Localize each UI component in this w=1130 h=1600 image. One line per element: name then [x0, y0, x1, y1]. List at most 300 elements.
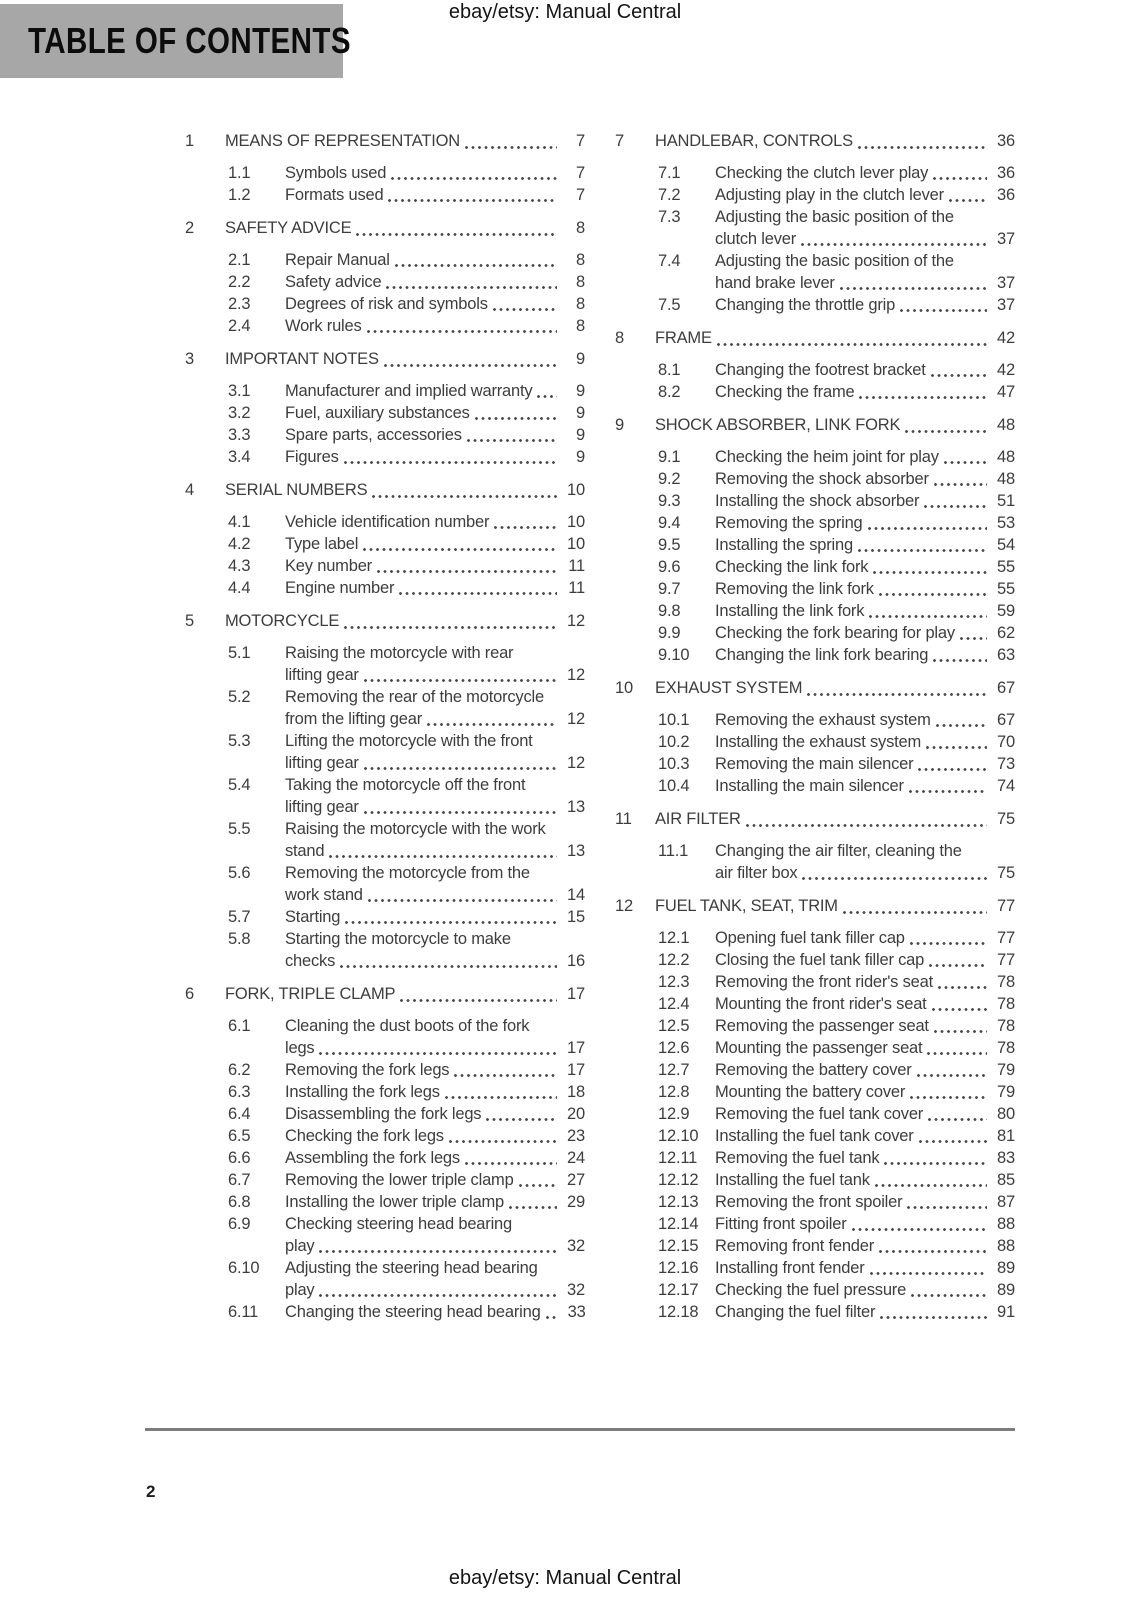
- entry-title-line: Spare parts, accessories: [285, 426, 462, 444]
- entry-page: 75: [997, 864, 1015, 882]
- entry-page: 59: [997, 602, 1015, 620]
- entry-title-line: play: [285, 1237, 315, 1255]
- entry-page: 55: [997, 580, 1015, 598]
- entry-body: [285, 774, 585, 818]
- entry-page: 88: [997, 1215, 1015, 1233]
- entry-body: [285, 1191, 585, 1213]
- dot-leader: [944, 461, 987, 464]
- entry-title-line: Checking the clutch lever play: [715, 164, 929, 182]
- dot-leader: [869, 615, 987, 618]
- toc-entry-row: [615, 512, 1015, 534]
- entry-title-line: Removing the fuel tank cover: [715, 1105, 924, 1123]
- entry-body: [715, 512, 1015, 534]
- entry-page: 8: [576, 273, 585, 291]
- toc-entry-row: [615, 1301, 1015, 1323]
- dot-leader: [873, 571, 987, 574]
- entry-page: 18: [567, 1083, 585, 1101]
- entry-number: 9.3: [658, 492, 681, 510]
- dot-leader: [364, 679, 557, 682]
- entry-page: 27: [567, 1171, 585, 1189]
- toc-entry-row: [615, 381, 1015, 403]
- entry-title-line: Installing the fork legs: [285, 1083, 440, 1101]
- entry-body: [715, 775, 1015, 797]
- entry-body: [715, 1169, 1015, 1191]
- entry-number: 12.15: [658, 1237, 699, 1255]
- entry-title-line: Checking the fork bearing for play: [715, 624, 955, 642]
- toc-entry-row: [185, 533, 585, 555]
- entry-number: 4.1: [228, 513, 251, 531]
- chapter-body: [225, 217, 585, 240]
- entry-page: 78: [997, 1017, 1015, 1035]
- toc-entry-row: [615, 184, 1015, 206]
- entry-body: [285, 862, 585, 906]
- entry-title-line: Cleaning the dust boots of the fork: [285, 1017, 530, 1035]
- toc-entry-row: [615, 578, 1015, 600]
- dot-leader: [368, 899, 557, 902]
- entry-body: [285, 906, 585, 928]
- chapter-page: 9: [576, 350, 585, 368]
- dot-leader: [802, 877, 987, 880]
- entry-page: 83: [997, 1149, 1015, 1167]
- toc-entry-row: [615, 294, 1015, 316]
- toc-entry-row: [185, 511, 585, 533]
- toc-chapter-row: [185, 479, 585, 502]
- dot-leader: [909, 790, 987, 793]
- dot-leader: [931, 374, 987, 377]
- toc-entry-row: [185, 642, 585, 686]
- entry-page: 29: [567, 1193, 585, 1211]
- entry-title-line: Adjusting the basic position of the: [715, 252, 954, 270]
- toc-entry-row: [615, 1037, 1015, 1059]
- entry-body: [285, 293, 585, 315]
- toc-entry-row: [615, 359, 1015, 381]
- toc-entry-row: [615, 1169, 1015, 1191]
- entry-number: 2.2: [228, 273, 251, 291]
- toc-entry-row: [185, 1257, 585, 1301]
- toc-entry-row: [185, 184, 585, 206]
- dot-leader: [364, 767, 557, 770]
- chapter-title: FRAME: [655, 329, 712, 347]
- toc-entry-row: [615, 534, 1015, 556]
- toc-chapter-row: [185, 130, 585, 153]
- dot-leader: [364, 811, 557, 814]
- entry-number: 3.2: [228, 404, 251, 422]
- toc-entry-row: [185, 555, 585, 577]
- entry-title-line: Disassembling the fork legs: [285, 1105, 482, 1123]
- entry-number: 12.12: [658, 1171, 699, 1189]
- page-number: 2: [146, 1482, 156, 1501]
- entry-number: 6.3: [228, 1083, 251, 1101]
- chapter-page: 42: [997, 329, 1015, 347]
- entry-body: [715, 250, 1015, 294]
- entry-title-line: air filter box: [715, 864, 798, 882]
- entry-number: 12.7: [658, 1061, 690, 1079]
- entry-page: 33: [567, 1303, 586, 1321]
- entry-number: 5.1: [228, 644, 251, 662]
- toc-entry-row: [185, 928, 585, 972]
- entry-body: [285, 1213, 585, 1257]
- dot-leader: [519, 1184, 557, 1187]
- toc-chapter-row: [185, 983, 585, 1006]
- dot-leader: [807, 693, 987, 696]
- entry-number: 5.2: [228, 688, 251, 706]
- entry-number: 1.1: [228, 164, 251, 182]
- entry-page: 77: [997, 951, 1015, 969]
- entry-body: [715, 1279, 1015, 1301]
- entry-title-line: Starting: [285, 908, 341, 926]
- dot-leader: [384, 364, 557, 367]
- dot-leader: [493, 308, 557, 311]
- top-watermark: ebay/etsy: Manual Central: [448, 1, 682, 23]
- dot-leader: [884, 1162, 987, 1165]
- chapter-page: 7: [576, 132, 585, 150]
- entry-number: 6.4: [228, 1105, 251, 1123]
- chapter-title: HANDLEBAR, CONTROLS: [655, 132, 853, 150]
- toc-entry-row: [185, 249, 585, 271]
- chapter-body: [655, 414, 1015, 437]
- toc-entry-row: [185, 1125, 585, 1147]
- dot-leader: [454, 1074, 557, 1077]
- chapter-page: 67: [997, 679, 1015, 697]
- entry-title-line: Degrees of risk and symbols: [285, 295, 488, 313]
- dot-leader: [388, 199, 557, 202]
- entry-number: 6.8: [228, 1193, 251, 1211]
- entry-body: [715, 1037, 1015, 1059]
- dot-leader: [475, 417, 557, 420]
- dot-leader: [949, 199, 987, 202]
- chapter-number: 6: [185, 985, 194, 1003]
- entry-title-line: Removing the lower triple clamp: [285, 1171, 514, 1189]
- toc-column-right: [615, 130, 1015, 1323]
- toc-chapter-row: [615, 895, 1015, 918]
- entry-page: 12: [567, 754, 585, 772]
- dot-leader: [929, 964, 987, 967]
- toc-entry-row: [615, 1213, 1015, 1235]
- entry-number: 9.2: [658, 470, 681, 488]
- chapter-page: 75: [997, 810, 1015, 828]
- entry-page: 11: [568, 579, 585, 597]
- entry-title-line: Vehicle identification number: [285, 513, 490, 531]
- entry-title-line: Installing the link fork: [715, 602, 865, 620]
- entry-number: 2.4: [228, 317, 251, 335]
- chapter-body: [655, 895, 1015, 918]
- entry-title-line: Removing the exhaust system: [715, 711, 931, 729]
- dot-leader: [329, 855, 557, 858]
- entry-title-line: Raising the motorcycle with the work: [285, 820, 546, 838]
- entry-body: [715, 993, 1015, 1015]
- dot-leader: [960, 637, 987, 640]
- entry-title-line: Mounting the battery cover: [715, 1083, 906, 1101]
- entry-title-line: Removing front fender: [715, 1237, 875, 1255]
- toc-entry-row: [615, 731, 1015, 753]
- entry-body: [715, 1257, 1015, 1279]
- dot-leader: [868, 527, 987, 530]
- dot-leader: [465, 146, 557, 149]
- toc-entry-row: [185, 293, 585, 315]
- chapter-number: 2: [185, 219, 194, 237]
- entry-title-line: Removing the passenger seat: [715, 1017, 929, 1035]
- entry-page: 17: [567, 1039, 585, 1057]
- entry-title-line: Removing the fork legs: [285, 1061, 450, 1079]
- entry-number: 9.10: [658, 646, 690, 664]
- entry-body: [715, 622, 1015, 644]
- entry-number: 12.13: [658, 1193, 699, 1211]
- entry-body: [715, 600, 1015, 622]
- toc-entry-row: [185, 380, 585, 402]
- toc-entry-row: [185, 1059, 585, 1081]
- toc-entry-row: [185, 686, 585, 730]
- dot-leader: [858, 146, 987, 149]
- chapter-number: 3: [185, 350, 194, 368]
- dot-leader: [852, 1228, 987, 1231]
- entry-body: [285, 162, 585, 184]
- toc-entry-row: [185, 1147, 585, 1169]
- chapter-page: 36: [997, 132, 1015, 150]
- entry-body: [715, 731, 1015, 753]
- dot-leader: [905, 430, 987, 433]
- entry-title-line: Symbols used: [285, 164, 387, 182]
- chapter-body: [225, 348, 585, 371]
- entry-page: 9: [576, 382, 585, 400]
- entry-title-line: Removing the front spoiler: [715, 1193, 903, 1211]
- entry-title-line: Installing front fender: [715, 1259, 865, 1277]
- toc-entry-row: [615, 1257, 1015, 1279]
- dot-leader: [509, 1206, 557, 1209]
- toc-entry-row: [615, 709, 1015, 731]
- entry-title-line: Changing the throttle grip: [715, 296, 896, 314]
- entry-number: 9.8: [658, 602, 681, 620]
- dot-leader: [910, 942, 987, 945]
- toc-entry-row: [185, 1213, 585, 1257]
- chapter-number: 10: [615, 679, 633, 697]
- entry-title-line: Taking the motorcycle off the front: [285, 776, 526, 794]
- entry-page: 36: [997, 186, 1015, 204]
- toc-entry-row: [185, 1191, 585, 1213]
- entry-body: [715, 468, 1015, 490]
- entry-title-line: Removing the rear of the motorcycle: [285, 688, 544, 706]
- entry-page: 8: [576, 295, 585, 313]
- entry-number: 5.7: [228, 908, 251, 926]
- entry-body: [715, 1125, 1015, 1147]
- entry-page: 17: [567, 1061, 585, 1079]
- dot-leader: [907, 1206, 987, 1209]
- entry-page: 13: [567, 798, 585, 816]
- entry-page: 80: [997, 1105, 1015, 1123]
- entry-title-line: Raising the motorcycle with rear: [285, 644, 514, 662]
- entry-page: 7: [576, 186, 585, 204]
- entry-number: 4.4: [228, 579, 251, 597]
- entry-body: [285, 686, 585, 730]
- chapter-number: 11: [615, 810, 632, 828]
- entry-body: [715, 1147, 1015, 1169]
- chapter-title: FORK, TRIPLE CLAMP: [225, 985, 396, 1003]
- chapter-title: EXHAUST SYSTEM: [655, 679, 803, 697]
- entry-page: 14: [567, 886, 585, 904]
- entry-title-line: Mounting the passenger seat: [715, 1039, 923, 1057]
- entry-body: [715, 1015, 1015, 1037]
- toc-entry-row: [615, 1191, 1015, 1213]
- entry-body: [715, 534, 1015, 556]
- entry-page: 89: [997, 1259, 1015, 1277]
- entry-body: [285, 730, 585, 774]
- entry-title-line: lifting gear: [285, 666, 359, 684]
- entry-title-line: Figures: [285, 448, 339, 466]
- entry-body: [715, 578, 1015, 600]
- entry-number: 6.10: [228, 1259, 260, 1277]
- dot-leader: [938, 986, 987, 989]
- toc-entry-row: [615, 206, 1015, 250]
- entry-number: 9.5: [658, 536, 681, 554]
- toc-entry-row: [615, 556, 1015, 578]
- dot-leader: [391, 177, 557, 180]
- entry-page: 70: [997, 733, 1015, 751]
- entry-title-line: Adjusting the basic position of the: [715, 208, 954, 226]
- dot-leader: [875, 1184, 987, 1187]
- toc-entry-row: [615, 490, 1015, 512]
- chapter-number: 4: [185, 481, 194, 499]
- entry-number: 1.2: [228, 186, 251, 204]
- entry-number: 12.16: [658, 1259, 699, 1277]
- entry-body: [285, 642, 585, 686]
- entry-number: 8.2: [658, 383, 681, 401]
- entry-title-line: Removing the spring: [715, 514, 863, 532]
- entry-number: 12.6: [658, 1039, 690, 1057]
- toc-entry-row: [185, 1015, 585, 1059]
- entry-page: 67: [997, 711, 1015, 729]
- toc-entry-row: [615, 927, 1015, 949]
- entry-body: [715, 1191, 1015, 1213]
- entry-body: [715, 1103, 1015, 1125]
- dot-leader: [911, 1294, 987, 1297]
- entry-body: [285, 928, 585, 972]
- entry-title-line: Removing the fuel tank: [715, 1149, 880, 1167]
- dot-leader: [934, 483, 987, 486]
- entry-body: [715, 1081, 1015, 1103]
- dot-leader: [843, 911, 987, 914]
- entry-page: 78: [997, 995, 1015, 1013]
- entry-title-line: Removing the main silencer: [715, 755, 914, 773]
- dot-leader: [465, 1162, 557, 1165]
- entry-title-line: legs: [285, 1039, 315, 1057]
- toc-entry-row: [185, 315, 585, 337]
- entry-number: 5.8: [228, 930, 251, 948]
- entry-page: 79: [997, 1083, 1015, 1101]
- toc-chapter-row: [615, 677, 1015, 700]
- chapter-number: 5: [185, 612, 194, 630]
- entry-title-line: Installing the exhaust system: [715, 733, 922, 751]
- entry-body: [285, 446, 585, 468]
- chapter-number: 8: [615, 329, 624, 347]
- entry-body: [715, 1301, 1015, 1323]
- entry-title-line: Safety advice: [285, 273, 382, 291]
- entry-body: [285, 1257, 585, 1301]
- entry-page: 89: [997, 1281, 1015, 1299]
- entry-number: 10.2: [658, 733, 690, 751]
- entry-body: [285, 380, 585, 402]
- entry-number: 12.8: [658, 1083, 690, 1101]
- entry-number: 6.2: [228, 1061, 251, 1079]
- entry-number: 12.17: [658, 1281, 699, 1299]
- entry-title-line: lifting gear: [285, 754, 359, 772]
- entry-title-line: Engine number: [285, 579, 395, 597]
- entry-number: 6.7: [228, 1171, 251, 1189]
- dot-leader: [918, 768, 987, 771]
- entry-title-line: Checking the frame: [715, 383, 855, 401]
- dot-leader: [445, 1096, 557, 1099]
- entry-body: [715, 294, 1015, 316]
- entry-page: 63: [997, 646, 1015, 664]
- entry-number: 12.4: [658, 995, 690, 1013]
- dot-leader: [467, 439, 557, 442]
- entry-body: [285, 249, 585, 271]
- dot-leader: [858, 549, 987, 552]
- entry-title-line: Changing the footrest bracket: [715, 361, 926, 379]
- entry-title-line: Manufacturer and implied warranty: [285, 382, 533, 400]
- toc-entry-row: [615, 1147, 1015, 1169]
- entry-body: [715, 971, 1015, 993]
- entry-number: 5.4: [228, 776, 251, 794]
- entry-number: 7.1: [658, 164, 681, 182]
- dot-leader: [870, 1272, 988, 1275]
- chapter-title: IMPORTANT NOTES: [225, 350, 379, 368]
- entry-number: 7.2: [658, 186, 681, 204]
- dot-leader: [345, 921, 557, 924]
- dot-leader: [746, 824, 987, 827]
- dot-leader: [859, 396, 987, 399]
- toc-entry-row: [185, 162, 585, 184]
- entry-number: 10.4: [658, 777, 690, 795]
- toc-entry-row: [185, 1081, 585, 1103]
- dot-leader: [900, 309, 987, 312]
- entry-title-line: Fitting front spoiler: [715, 1215, 847, 1233]
- toc-entry-row: [615, 1103, 1015, 1125]
- entry-number: 9.9: [658, 624, 681, 642]
- dot-leader: [537, 395, 557, 398]
- toc-entry-row: [615, 775, 1015, 797]
- toc-entry-row: [185, 1169, 585, 1191]
- entry-page: 87: [997, 1193, 1015, 1211]
- entry-title-line: Installing the lower triple clamp: [285, 1193, 505, 1211]
- dot-leader: [386, 286, 557, 289]
- entry-title-line: Installing the main silencer: [715, 777, 904, 795]
- chapter-body: [655, 808, 1015, 831]
- toc-chapter-row: [615, 808, 1015, 831]
- toc-column-left: [185, 130, 585, 1323]
- table-of-contents-banner: [0, 4, 351, 78]
- toc-entry-row: [615, 1059, 1015, 1081]
- entry-page: 37: [997, 296, 1015, 314]
- entry-title-line: Starting the motorcycle to make: [285, 930, 511, 948]
- entry-number: 3.1: [228, 382, 251, 400]
- chapter-title: SERIAL NUMBERS: [225, 481, 368, 499]
- entry-number: 12.10: [658, 1127, 699, 1145]
- dot-leader: [344, 626, 557, 629]
- entry-body: [715, 359, 1015, 381]
- dot-leader: [399, 592, 557, 595]
- chapter-page: 48: [997, 416, 1015, 434]
- toc-entry-row: [615, 600, 1015, 622]
- chapter-title: MEANS OF REPRESENTATION: [225, 132, 460, 150]
- entry-title-line: Closing the fuel tank filler cap: [715, 951, 925, 969]
- entry-body: [285, 533, 585, 555]
- entry-title-line: work stand: [285, 886, 363, 904]
- entry-number: 12.5: [658, 1017, 690, 1035]
- entry-body: [285, 184, 585, 206]
- entry-page: 11: [568, 557, 585, 575]
- entry-body: [285, 1059, 585, 1081]
- chapter-number: 12: [615, 897, 633, 915]
- entry-number: 2.3: [228, 295, 251, 313]
